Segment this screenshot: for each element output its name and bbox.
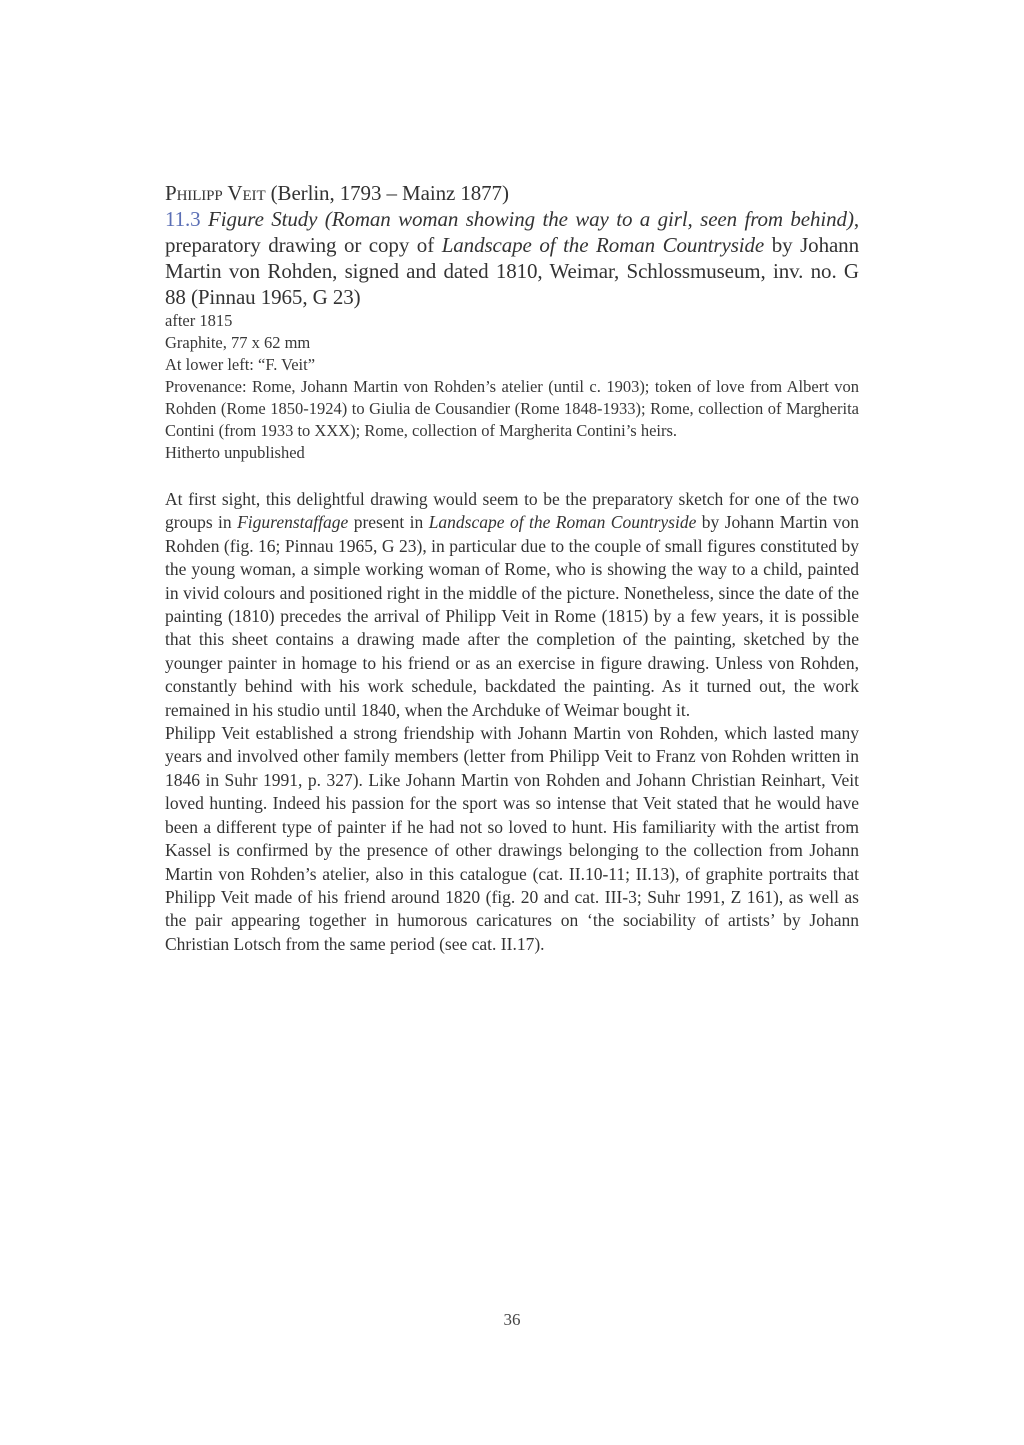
publication-line: Hitherto unpublished xyxy=(165,443,305,462)
work-title: Figure Study (Roman woman showing the way to a girl, seen from behind) xyxy=(208,207,854,231)
artist-line xyxy=(165,180,859,206)
title-reference: by Johann Martin von Rohden, signed and dated 1810, Weimar, Schlossmuseum, inv. no. G 88 (Pinnau 1965, G 23) xyxy=(165,233,859,309)
artist-dates: (Berlin, 1793 – Mainz 1877) xyxy=(265,181,509,205)
paragraph-1-text-a: At first sight, this delightful drawing would seem to be the preparatory sketch for one of the two groups in xyxy=(165,489,859,533)
entry-heading xyxy=(165,180,859,310)
entry-body xyxy=(165,488,859,956)
paragraph-2: Philipp Veit established a strong friendship with Johann Martin von Rohden, which lasted many years and involved other family members (letter from Philipp Veit to Franz von Rohden written in 1846 in Suhr 1991, p. 327). Like Johann Martin von Rohden and Johann Christian Reinhart, Veit loved hunting. Indeed his passion for the sport was so intense that Veit stated that he would have been a different type of painter if he had not so loved to hunt. His familiarity with the artist from Kassel is confirmed by the presence of other drawings belonging to the collection from Johann Martin von Rohden’s atelier, also in this catalogue (cat. II.10-11; II.13), of graphite portraits that Philipp Veit made of his friend around 1820 (fig. 20 and cat. III-3; Suhr 1991, Z 161), as well as the pair appearing together in humorous caricatures on ‘the sociability of artists’ by Johann Christian Lotsch from the same period (see cat. II.17). xyxy=(165,723,859,954)
inscription-line: At lower left: “F. Veit” xyxy=(165,355,316,374)
related-painting-title: Landscape of the Roman Countryside xyxy=(441,233,765,257)
date-line: after 1815 xyxy=(165,311,233,330)
provenance: Provenance: Rome, Johann Martin von Rohden’s atelier (until c. 1903); token of love from Albert von Rohden (Rome 1850-1924) to Giulia de Cousandier (Rome 1848-1933); Rome, collection of Margherita Contini (from 1933 to XXX); Rome, collection of Margherita Contini’s heirs. xyxy=(165,377,859,440)
catalogue-number: 11.3 xyxy=(165,207,201,231)
paragraph-1-text-b: present in xyxy=(348,512,429,533)
paragraph-1 xyxy=(165,488,859,722)
entry-title xyxy=(165,207,859,309)
page-number: 36 xyxy=(503,1310,521,1329)
paragraph-1-text-c: by Johann Martin von Rohden (fig. 16; Pinnau 1965, G 23), in particular due to the couple of small figures constituted by the young woman, a simple working woman of Rome, who is showing the way to a child, painted in vivid colours and positioned right in the middle of the picture. Nonetheless, since the date of the painting (1810) precedes the arrival of Philipp Veit in Rome (1815) by a few years, it is possible that this sheet contains a drawing made after the completion of the painting, sketched by the younger painter in homage to his friend or as an exercise in figure drawing. Unless von Rohden, constantly behind with his work schedule, backdated the painting. As it turned out, the work remained in his studio until 1840, when the Archduke of Weimar bought it. xyxy=(165,512,859,720)
medium-line: Graphite, 77 x 62 mm xyxy=(165,333,311,352)
painting-title: Landscape of the Roman Countryside xyxy=(428,512,697,533)
entry-metadata xyxy=(165,310,859,464)
title-description: , preparatory drawing or copy of xyxy=(165,207,860,257)
term-figurenstaffage: Figurenstaffage xyxy=(237,512,349,533)
artist-name: Philipp Veit xyxy=(165,181,266,205)
catalogue-entry xyxy=(165,180,859,956)
